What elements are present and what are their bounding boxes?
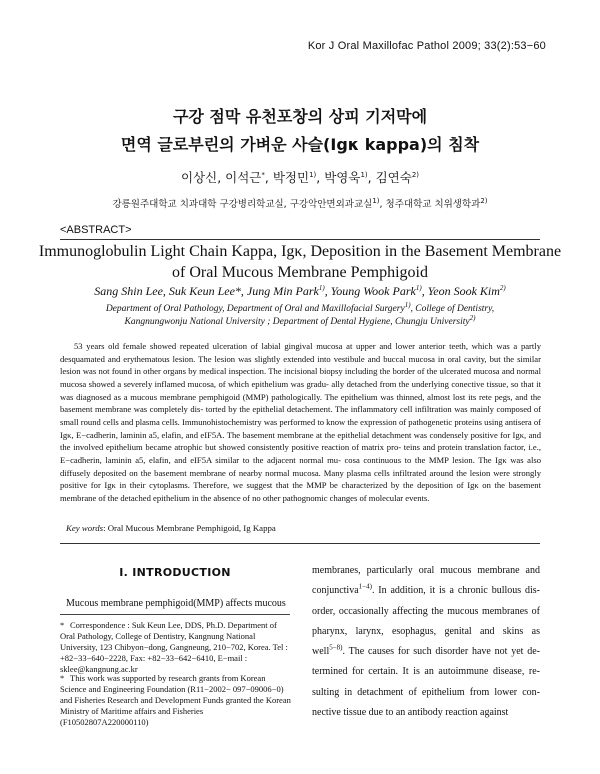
korean-authors: 이상신, 이석근*, 박정민$^{1)}$, 박영욱$^{1)}$, 김연숙$^{2)}$ [180,170,420,185]
intro-text: membranes, particularly oral mucous membrane and conjunctiva [312,565,540,597]
intro-text: . The causes for such disorder have not yet de- termined for certain. It is an autoimmune disease, re- sulting in detachment of epithelium from lower con- nective tissue due to an antibody reaction against [312,646,540,719]
korean-author: 이석근 [225,170,262,185]
english-affiliation-text: Kangnungwonju National University ; Department of Dental Hygiene, Chungju University [124,317,470,327]
author-mark: 1) [360,170,368,179]
author-mark: 2) [499,284,506,292]
korean-affiliation-text: 강릉원주대학교 치과대학 구강병리학교실, 구강악안면외과교실 [112,199,373,210]
citation-mark: 1−4) [358,582,372,591]
keywords-label: Key words [66,523,104,533]
korean-title-line-1: 구강 점막 유천포창의 상피 기저막에 [172,107,428,126]
english-authors: Sang Shin Lee, Suk Keun Lee*, Jung Min Park$^{1)}$, Young Wook Park$^{1)}$, Yeon Sook Kim$^{2)}$ [94,284,506,298]
footnote-marker: * [60,620,65,630]
citation-mark: 5−8) [329,643,343,652]
korean-author: 박영욱 [324,170,361,185]
intro-right-column [312,561,540,723]
author-mark: * [261,170,265,179]
english-author: Young Wook Park [330,284,416,298]
english-affiliation-line-1 [0,300,600,314]
affiliation-mark: 1) [372,196,380,205]
footnote-marker: * [60,673,65,683]
korean-author: 이상신 [180,170,218,185]
journal-citation: Kor J Oral Maxillofac Pathol 2009; 33(2):53−60 [307,40,546,52]
english-author: Jung Min Park [246,284,319,298]
footnote-divider [60,614,290,615]
korean-affiliation: 강릉원주대학교 치과대학 구강병리학교실, 구강악안면외과교실$^{1)}$, 청주대학교 치위생학과$^{2)}$ [112,196,488,210]
affiliation-mark: 2) [480,196,488,205]
intro-left-text: Mucous membrane pemphigoid(MMP) affects mucous [66,598,286,609]
footnote-funding [60,673,292,728]
intro-text: . In addition, it is a chronic bullous dis- order, occasionally affecting the mucous membranes of pharynx, larynx, esophagus, genital and skins as well [312,585,540,658]
korean-affiliation-text-2: 청주대학교 치위생학과 [385,199,481,210]
abstract-tag: <ABSTRACT> [60,224,132,236]
affiliation-mark: 1) [404,300,411,309]
korean-title-line-2: 면역 글로부린의 가벼운 사슬(Igκ kappa)의 침착 [120,135,480,154]
english-author: Yeon Sook Kim [427,284,500,298]
divider [60,239,540,240]
english-author: Sang Shin Lee [94,284,163,298]
english-author: Suk Keun Lee* [168,284,241,298]
affiliation-mark: 2) [469,313,476,322]
section-heading: I. INTRODUCTION [119,566,231,579]
korean-author: 박정민 [272,170,310,185]
abstract-body: 53 years old female showed repeated ulceration of labial gingival mucosa at upper and lower anterior teeth, which was a partly desquamated and erythematous lesion. The lesion was slightly extended into vestibule and buccal mucosa in oral cavity, but the similar lesion was not found in other organs by medical inspection. The incisional biopsy including the border of the ulcerated mucosa and normal mucosa showed a severely inflamed mucosa, of which epithelium was gradu- ally detached from the underlying conective tissue, so that it was diagnosed as a mucous membrane pemphigoid (MMP) pathologically. The epithelium was thinned, almost lost its rete pegs, and the basement membrane was completely dis- torted by the epithelial detachement. The inflammatory cell infiltration was mainly composed of small round cells and plasma cells. Immunohistochemistry was performed to know the expression of pathogenetic proteins using antisera of Igκ, E−cadherin, laminin a5, elafin, and eIF5A. The basement membrane at the epithelial detachment was condensely positive for Igκ, and the involved epithelium became atrophic but showed consistently positive reaction of matrix pro- teins and protein translation factor, i.e., E−cadherin, laminin a5, elafin, and eIF5A similar to the adjacent normal mu- cosa continuous to the MMP lesion. The Igκ was also diffusely deposited on the basement membrane of nearby normal mucosa. Many plasma cells infiltrated around the lesion were strongly positive for Igκ in their cytoplasms. Therefore, we suggest that the MMP be characterized by the deposition of Igκ on the basement membrane of the detached epithelium in the absence of no other pathognomic changes of molecular events. [60,341,541,503]
author-mark: 1) [415,284,422,292]
keywords-text: : Oral Mucous Membrane Pemphigoid, Ig Kappa [103,523,276,533]
keywords [66,523,276,533]
english-affiliation-text: Department of Oral Pathology, Department of Oral and Maxillofacial Surgery [105,304,405,314]
footnote-text: Correspondence : Suk Keun Lee, DDS, Ph.D. Department of Oral Pathology, College of Dentistry, Kangnung National University, 123 Chibyon−dong, Gangneung, 210−702, Korea. Tel : +82−33−640−2228, Fax: +82−33−642−6410, E−mail : sklee@kangnung.ac.kr [60,620,288,674]
author-mark: 2) [411,170,420,179]
english-title-line-2: of Oral Mucous Membrane Pemphigoid [172,264,428,281]
english-title-line-1: Immunoglobulin Light Chain Kappa, Igκ, Deposition in the Basement Membrane [38,243,562,260]
author-mark: 1) [318,284,325,292]
author-mark: 1) [309,170,317,179]
divider [60,543,540,544]
footnote-text: This work was supported by research grants from Korean Science and Engineering Foundation (R11−2002− 097−09006−0) and Fisheries Research and Development Funds granted the Korean Ministry of Maritime affairs and Fisheries (F10502807A220000110) [60,673,291,727]
korean-author: 김연숙 [375,170,412,185]
english-affiliation-text: , College of Dentistry, [410,304,495,314]
english-affiliation-line-2 [0,313,600,327]
footnote-correspondence [60,620,292,675]
